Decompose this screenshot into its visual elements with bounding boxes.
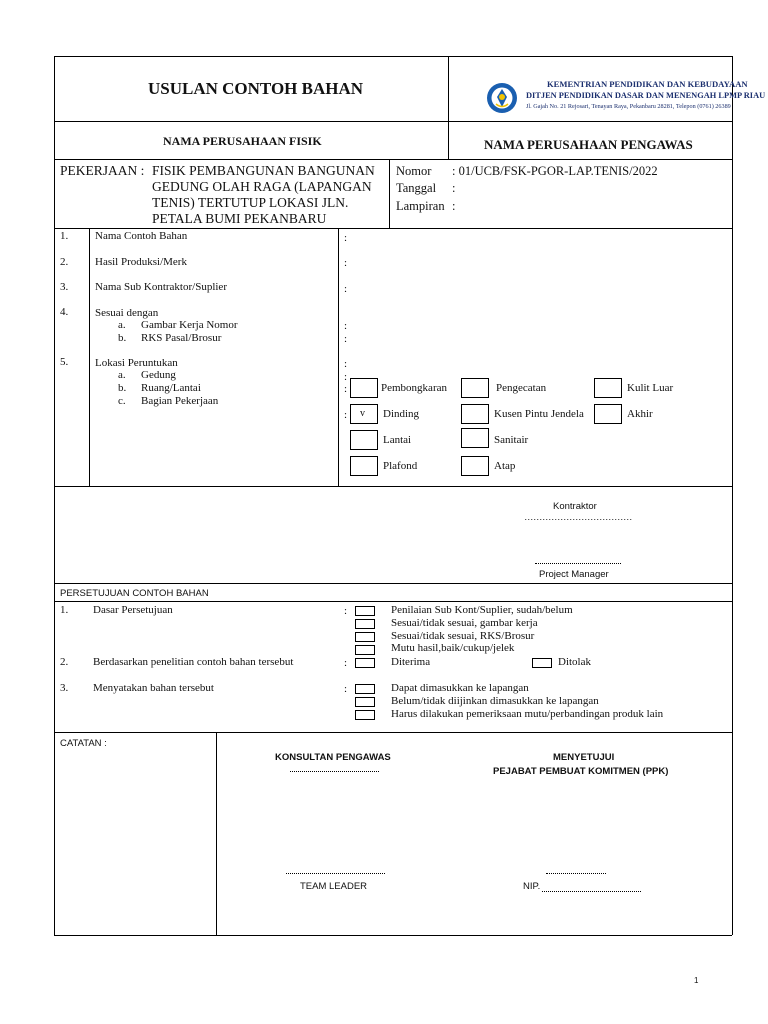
dinding-check-mark: v [360,408,365,419]
pekerjaan-line-2: GEDUNG OLAH RAGA (LAPANGAN [152,179,372,194]
catatan-label: CATATAN : [60,738,107,749]
item-5c-label: Bagian Pekerjaan [141,395,219,407]
item-2-number: 2. [60,256,69,268]
sanitair-label: Sanitair [494,434,529,446]
pekerjaan-line-4: PETALA BUMI PEKANBARU [152,211,327,226]
item-4-label: Sesuai dengan [95,307,159,319]
item-3-number: 3. [60,281,69,293]
bahan-opt-1-checkbox[interactable] [355,684,375,694]
item-3-label: Nama Sub Kontraktor/Suplier [95,281,227,293]
item-3-colon: : [344,283,348,295]
dasar-opt-1-checkbox[interactable] [355,606,375,616]
sanitair-checkbox[interactable] [461,428,489,448]
dasar-opt-2-checkbox[interactable] [355,619,375,629]
atap-checkbox[interactable] [461,456,489,476]
page-number: 1 [694,976,699,985]
kulit-luar-label: Kulit Luar [627,382,674,394]
persetujuan-3-number: 3. [60,682,69,694]
ppk-label: PEJABAT PEMBUAT KOMITMEN (PPK) [493,766,669,777]
pekerjaan-line-1: FISIK PEMBANGUNAN BANGUNAN [152,163,375,178]
item-5a-letter: a. [118,369,126,381]
dasar-opt-4-checkbox[interactable] [355,645,375,655]
item-5b-label: Ruang/Lantai [141,382,201,394]
dasar-opt-3-label: Sesuai/tidak sesuai, RKS/Brosur [391,630,535,642]
bahan-opt-2-checkbox[interactable] [355,697,375,707]
persetujuan-1-number: 1. [60,604,69,616]
item-5a-colon: : [344,371,348,383]
persetujuan-2-colon: : [344,657,348,669]
kusen-checkbox[interactable] [461,404,489,424]
dasar-opt-3-checkbox[interactable] [355,632,375,642]
kontraktor-label: Kontraktor [553,501,597,512]
ditolak-checkbox[interactable] [532,658,552,668]
konsultan-name-line [290,771,379,772]
persetujuan-heading: PERSETUJUAN CONTOH BAHAN [60,588,209,599]
item-5b-letter: b. [118,382,127,394]
persetujuan-1-label: Dasar Persetujuan [93,604,173,616]
item-4-number: 4. [60,306,69,318]
item-4b-colon: : [344,333,348,345]
item-5-number: 5. [60,356,69,368]
atap-label: Atap [494,460,516,472]
akhir-label: Akhir [627,408,653,420]
item-1-colon: : [344,232,348,244]
plafond-checkbox[interactable] [350,456,378,476]
dinding-checkbox[interactable] [350,404,378,424]
persetujuan-3-label: Menyatakan bahan tersebut [93,682,214,694]
lantai-label: Lantai [383,434,412,446]
item-4b-label: RKS Pasal/Brosur [141,332,222,344]
project-manager-signature-line [535,563,621,564]
item-4a-colon: : [344,320,348,332]
pekerjaan-line-3: TENIS) TERTUTUP LOKASI JLN. [152,195,349,210]
pembongkaran-label: Pembongkaran [381,382,447,394]
bahan-opt-1-label: Dapat dimasukkan ke lapangan [391,682,529,694]
ppk-signature-line [546,873,606,874]
company-pengawas-label: NAMA PERUSAHAAN PENGAWAS [484,137,693,152]
tut-wuri-handayani-emblem-icon [486,82,518,114]
nomor-value: : 01/UCB/FSK-PGOR-LAP.TENIS/2022 [452,164,658,178]
nip-label: NIP. [523,881,541,892]
kusen-label: Kusen Pintu Jendela [494,408,584,420]
menyetujui-label: MENYETUJUI [553,752,615,763]
item-1-label: Nama Contoh Bahan [95,230,188,242]
form-title: USULAN CONTOH BAHAN [148,79,364,98]
bahan-opt-3-checkbox[interactable] [355,710,375,720]
item-5b-colon: : [344,383,348,395]
item-2-label: Hasil Produksi/Merk [95,256,187,268]
item-1-number: 1. [60,230,69,242]
item-5c-letter: c. [118,395,126,407]
persetujuan-3-colon: : [344,683,348,695]
item-5-colon: : [344,358,348,370]
item-5a-label: Gedung [141,369,176,381]
bahan-opt-2-label: Belum/tidak diijinkan dimasukkan ke lapangan [391,695,599,707]
akhir-checkbox[interactable] [594,404,622,424]
pembongkaran-checkbox[interactable] [350,378,378,398]
tanggal-value: : [452,181,456,195]
persetujuan-1-colon: : [344,605,348,617]
kontraktor-name-dots: ……………………………… [524,512,632,523]
nomor-label: Nomor [396,164,432,178]
persetujuan-2-label: Berdasarkan penelitian contoh bahan tersebut [93,656,294,668]
diterima-label: Diterima [391,656,431,668]
diterima-checkbox[interactable] [355,658,375,668]
dasar-opt-1-label: Penilaian Sub Kont/Suplier, sudah/belum [391,604,573,616]
dasar-opt-2-label: Sesuai/tidak sesuai, gambar kerja [391,617,538,629]
plafond-label: Plafond [383,460,418,472]
konsultan-pengawas-label: KONSULTAN PENGAWAS [275,752,391,763]
pengecatan-checkbox[interactable] [461,378,489,398]
bahan-opt-3-label: Harus dilakukan pemeriksaan mutu/perbandingan produk lain [391,708,664,720]
item-2-colon: : [344,257,348,269]
pekerjaan-label: PEKERJAAN : [60,163,145,178]
item-5-label: Lokasi Peruntukan [95,357,178,369]
team-leader-signature-line [286,873,385,874]
lampiran-label: Lampiran [396,199,445,213]
item-4a-label: Gambar Kerja Nomor [141,319,238,331]
item-5c-colon: : [344,409,348,421]
item-4b-letter: b. [118,332,127,344]
dasar-opt-4-label: Mutu hasil,baik/cukup/jelek [391,642,515,654]
item-4a-letter: a. [118,319,126,331]
dinding-label: Dinding [383,408,420,420]
ditolak-label: Ditolak [558,656,591,668]
company-fisik-label: NAMA PERUSAHAAN FISIK [163,134,322,148]
lampiran-value: : [452,199,456,213]
ministry-address: Jl. Gajah No. 21 Rejosari, Tenayan Raya, Pekanbaru 28281, Telepon (0761) 26389 [526,103,731,110]
nip-value-line [542,891,641,892]
persetujuan-2-number: 2. [60,656,69,668]
team-leader-label: TEAM LEADER [300,881,368,892]
kulit-luar-checkbox[interactable] [594,378,622,398]
tanggal-label: Tanggal [396,181,437,195]
lantai-checkbox[interactable] [350,430,378,450]
ministry-line2: DITJEN PENDIDIKAN DASAR DAN MENENGAH LPMP RIAU [526,91,766,100]
project-manager-label: Project Manager [539,569,609,580]
pengecatan-label: Pengecatan [496,382,547,394]
ministry-line1: KEMENTRIAN PENDIDIKAN DAN KEBUDAYAAN [547,79,748,89]
